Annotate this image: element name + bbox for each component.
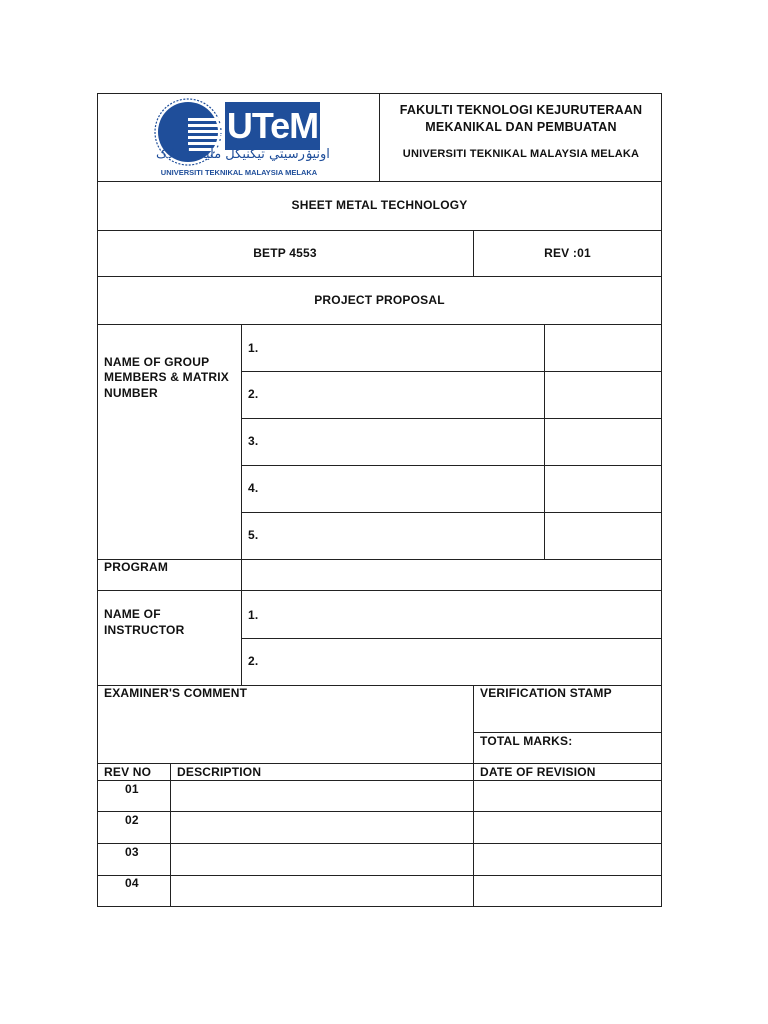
date-of-revision-header: DATE OF REVISION <box>480 765 596 779</box>
row-divider <box>97 324 662 325</box>
course-title: SHEET METAL TECHNOLOGY <box>291 198 468 212</box>
utem-logo-text: UTeM <box>226 105 319 146</box>
row-divider <box>241 512 662 513</box>
member-row-number: 3. <box>248 434 259 448</box>
members-label-line-1: NAME OF GROUP <box>104 355 210 369</box>
rev-no-header: REV NO <box>104 765 152 779</box>
row-divider <box>241 638 662 639</box>
instructor-label-line-1: NAME OF <box>104 607 161 621</box>
row-divider <box>97 763 662 764</box>
row-divider <box>241 465 662 466</box>
row-divider <box>97 559 662 560</box>
university-name: UNIVERSITI TEKNIKAL MALAYSIA MELAKA <box>402 148 640 160</box>
member-row-number: 4. <box>248 481 259 495</box>
verification-stamp-label: VERIFICATION STAMP <box>480 686 612 700</box>
total-marks-label: TOTAL MARKS: <box>480 734 573 748</box>
instructor-label-line-2: INSTRUCTOR <box>104 623 185 637</box>
instructor-row-number: 1. <box>248 608 259 622</box>
instructor-row-number: 2. <box>248 654 259 668</box>
revision-row-number: 02 <box>125 813 139 827</box>
document-type: PROJECT PROPOSAL <box>314 293 445 307</box>
revision-row-number: 03 <box>125 845 139 859</box>
program-label: PROGRAM <box>104 560 169 574</box>
row-divider <box>97 843 662 844</box>
col-divider <box>170 763 171 907</box>
col-divider <box>473 685 474 907</box>
member-row-number: 1. <box>248 341 259 355</box>
col-divider <box>241 324 242 685</box>
row-divider <box>241 418 662 419</box>
examiner-comment-label: EXAMINER'S COMMENT <box>104 686 248 700</box>
revision-row-number: 01 <box>125 782 139 796</box>
faculty-line-1: FAKULTI TEKNOLOGI KEJURUTERAAN <box>399 103 643 117</box>
row-divider <box>97 780 662 781</box>
member-row-number: 2. <box>248 387 259 401</box>
form-border <box>97 93 662 907</box>
revision-number: REV :01 <box>544 246 591 260</box>
row-divider <box>97 590 662 591</box>
row-divider <box>97 181 662 182</box>
logo-university-text: UNIVERSITI TEKNIKAL MALAYSIA MELAKA <box>160 168 318 177</box>
row-divider <box>97 276 662 277</box>
revision-row-number: 04 <box>125 876 139 890</box>
row-divider <box>97 875 662 876</box>
description-header: DESCRIPTION <box>177 765 262 779</box>
course-code: BETP 4553 <box>253 246 317 260</box>
faculty-line-2: MEKANIKAL DAN PEMBUATAN <box>425 120 617 134</box>
row-divider <box>97 230 662 231</box>
row-divider <box>473 732 662 733</box>
members-label-line-3: NUMBER <box>104 386 158 400</box>
member-row-number: 5. <box>248 528 259 542</box>
row-divider <box>97 811 662 812</box>
col-divider <box>544 324 545 559</box>
row-divider <box>241 371 662 372</box>
members-label-line-2: MEMBERS & MATRIX <box>104 370 229 384</box>
logo-jawi-text: اونيۏرسيتي تيكنيکل مليسيا ملاک <box>156 147 330 162</box>
